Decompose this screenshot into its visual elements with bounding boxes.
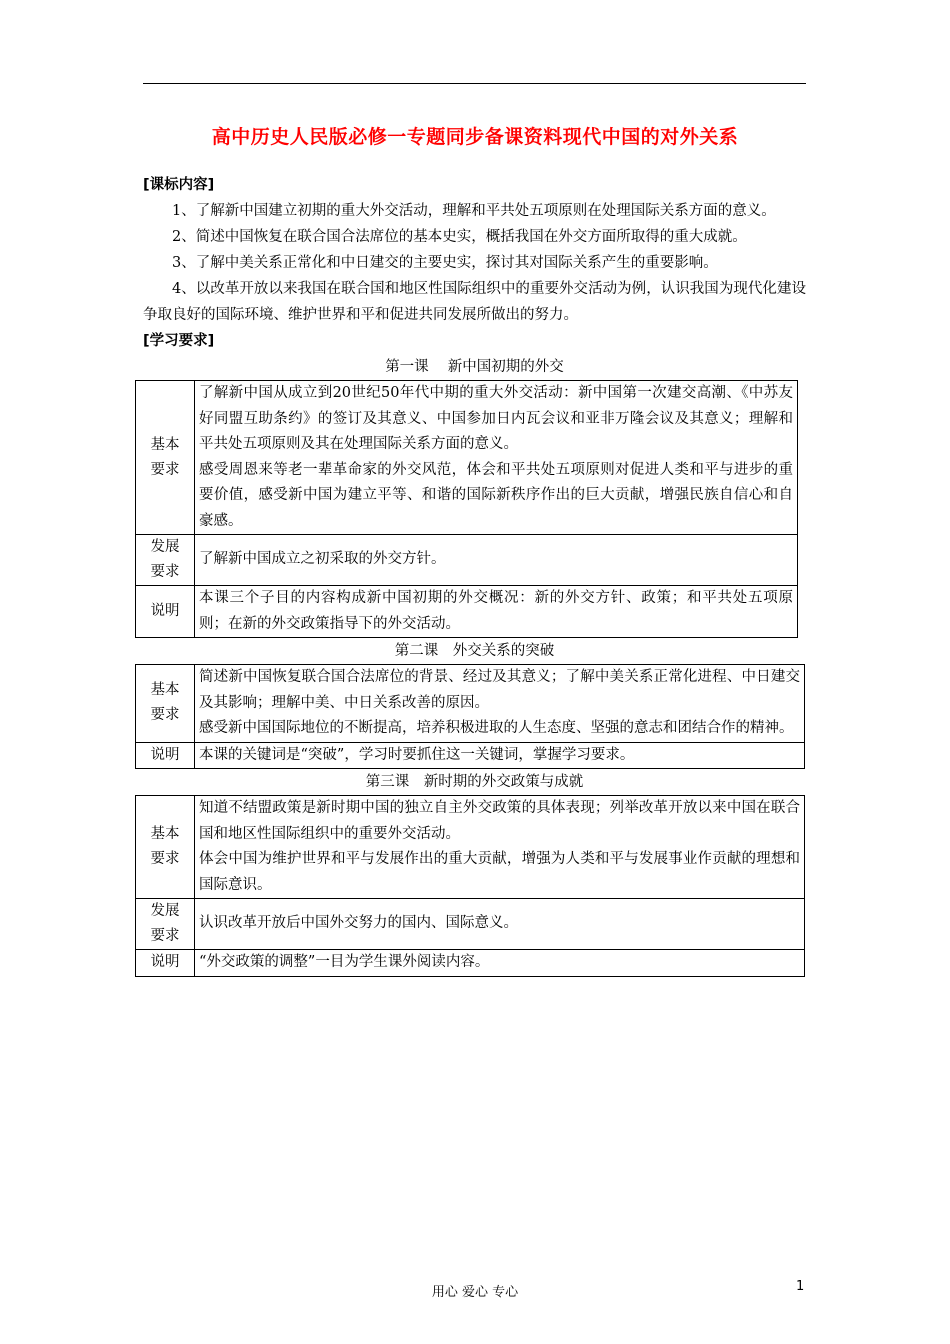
requirements-heading: [学习要求] xyxy=(143,333,215,349)
table-row xyxy=(136,950,805,977)
table-row xyxy=(136,665,805,743)
curriculum-item-3: 3、了解中美关系正常化和中日建交的主要史实，探讨其对国际关系产生的重要影响。 xyxy=(172,255,718,271)
row-label: 发展 要求 xyxy=(136,899,195,950)
table-row xyxy=(136,535,798,586)
curriculum-heading: [课标内容] xyxy=(143,177,215,193)
row-label: 基本 要求 xyxy=(136,381,195,535)
header-rule xyxy=(143,83,806,84)
lesson-2-title: 第二课 外交关系的突破 xyxy=(394,643,555,659)
table-row xyxy=(136,796,805,899)
row-label: 说明 xyxy=(136,950,195,977)
footer-text: 用心 爱心 专心 xyxy=(431,1285,519,1300)
row-text: 知道不结盟政策是新时期中国的独立自主外交政策的具体表现；列举改革开放以来中国在联合国和地区性国际组织中的重要外交活动。 体会中国为维护世界和平与发展作出的重大贡献，增强为人类和平与发展事业作贡献的理想和国际意识。 xyxy=(195,796,805,899)
row-label: 发展 要求 xyxy=(136,535,195,586)
row-text: 了解新中国成立之初采取的外交方针。 xyxy=(195,535,798,586)
page-number: 1 xyxy=(796,1279,805,1294)
row-text: 简述新中国恢复联合国合法席位的背景、经过及其意义；了解中美关系正常化进程、中日建交及其影响；理解中美、中日关系改善的原因。 感受新中国国际地位的不断提高，培养积极进取的人生态度、坚强的意志和团结合作的精神。 xyxy=(195,665,805,743)
table-row xyxy=(136,381,798,535)
row-text: 本课的关键词是“突破”，学习时要抓住这一关键词，掌握学习要求。 xyxy=(195,742,805,769)
table-row xyxy=(136,899,805,950)
row-text: 认识改革开放后中国外交努力的国内、国际意义。 xyxy=(195,899,805,950)
lesson-1-title: 第一课 新中国初期的外交 xyxy=(385,359,564,375)
lesson-1-table xyxy=(135,380,798,638)
row-label: 基本 要求 xyxy=(136,796,195,899)
row-label: 基本 要求 xyxy=(136,665,195,743)
document-body xyxy=(143,172,806,977)
row-label: 说明 xyxy=(136,586,195,638)
lesson-3-title: 第三课 新时期的外交政策与成就 xyxy=(365,774,584,790)
row-text: 了解新中国从成立到20世纪50年代中期的重大外交活动：新中国第一次建交高潮、《中苏友好同盟互助条约》的签订及其意义、中国参加日内瓦会议和亚非万隆会议及其意义；理解和平共处五项原则及其在处理国际关系方面的意义。 感受周恩来等老一辈革命家的外交风范，体会和平共处五项原则对促进人类和平与进步的重要价值，感受新中国为建立平等、和谐的国际新秩序作出的巨大贡献，增强民族自信心和自豪感。 xyxy=(195,381,798,535)
table-row xyxy=(136,586,798,638)
lesson-2-table xyxy=(135,664,805,769)
row-label: 说明 xyxy=(136,742,195,769)
curriculum-item-4: 4、以改革开放以来我国在联合国和地区性国际组织中的重要外交活动为例，认识我国为现代化建设争取良好的国际环境、维护世界和平和促进共同发展所做出的努力。 xyxy=(143,281,806,323)
page-title: 高中历史人民版必修一专题同步备课资料现代中国的对外关系 xyxy=(211,126,739,148)
row-text: 本课三个子目的内容构成新中国初期的外交概况：新的外交方针、政策；和平共处五项原则；在新的外交政策指导下的外交活动。 xyxy=(195,586,798,638)
curriculum-item-2: 2、简述中国恢复在联合国合法席位的基本史实，概括我国在外交方面所取得的重大成就。 xyxy=(172,229,747,245)
row-text: “外交政策的调整”一目为学生课外阅读内容。 xyxy=(195,950,805,977)
curriculum-item-1: 1、了解新中国建立初期的重大外交活动，理解和平共处五项原则在处理国际关系方面的意义。 xyxy=(172,203,776,219)
lesson-3-table xyxy=(135,795,805,977)
table-row xyxy=(136,742,805,769)
